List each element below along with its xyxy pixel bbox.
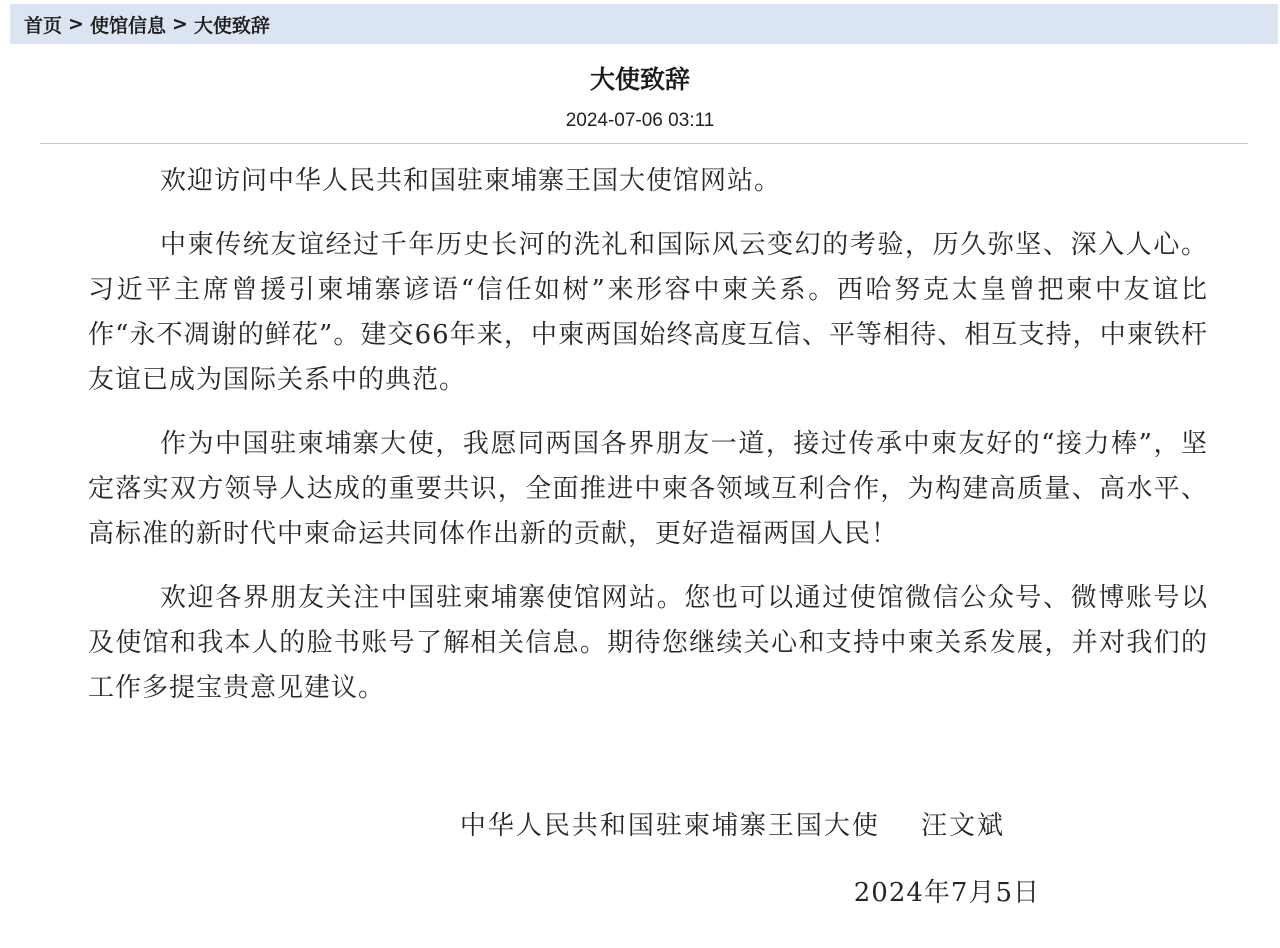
signature-title: 中华人民共和国驻柬埔寨王国大使 bbox=[459, 811, 880, 841]
article-paragraph: 欢迎访问中华人民共和国驻柬埔寨王国大使馆网站。 bbox=[160, 166, 782, 196]
breadcrumb-separator: > bbox=[171, 13, 188, 35]
breadcrumb bbox=[10, 4, 1278, 44]
article-paragraph: 作为中国驻柬埔寨大使，我愿同两国各界朋友一道，接过传承中柬友好的“接力棒”，坚定落实双方领导人达成的重要共识，全面推进中柬各领域互利合作，为构建高质量、高水平、高标准的新时代中柬命运共同体作出新的贡献，更好造福两国人民！ bbox=[88, 429, 1208, 549]
article-body bbox=[88, 159, 1208, 730]
article-paragraph: 中柬传统友谊经过千年历史长河的洗礼和国际风云变幻的考验，历久弥坚、深入人心。习近平主席曾援引柬埔寨谚语“信任如树”来形容中柬关系。西哈努克太皇曾把柬中友谊比作“永不凋谢的鲜花”。建交66年来，中柬两国始终高度互信、平等相待、相互支持，中柬铁杆友谊已成为国际关系中的典范。 bbox=[88, 230, 1208, 395]
signature bbox=[0, 805, 1005, 842]
title-divider bbox=[40, 143, 1248, 144]
signature-date: 2024年7月5日 bbox=[853, 878, 1040, 908]
page-title: 大使致辞 bbox=[589, 65, 690, 94]
breadcrumb-section-link[interactable]: 使馆信息 bbox=[89, 14, 166, 37]
publish-date: 2024-07-06 03:11 bbox=[565, 110, 715, 131]
signature-name: 汪文斌 bbox=[920, 811, 1005, 841]
breadcrumb-separator: > bbox=[68, 13, 84, 35]
breadcrumb-home-link[interactable]: 首页 bbox=[24, 14, 63, 37]
breadcrumb-current: 大使致辞 bbox=[193, 14, 270, 37]
article-paragraph: 欢迎各界朋友关注中国驻柬埔寨使馆网站。您也可以通过使馆微信公众号、微博账号以及使馆和我本人的脸书账号了解相关信息。期待您继续关心和支持中柬关系发展，并对我们的工作多提宝贵意见建议。 bbox=[88, 583, 1208, 703]
